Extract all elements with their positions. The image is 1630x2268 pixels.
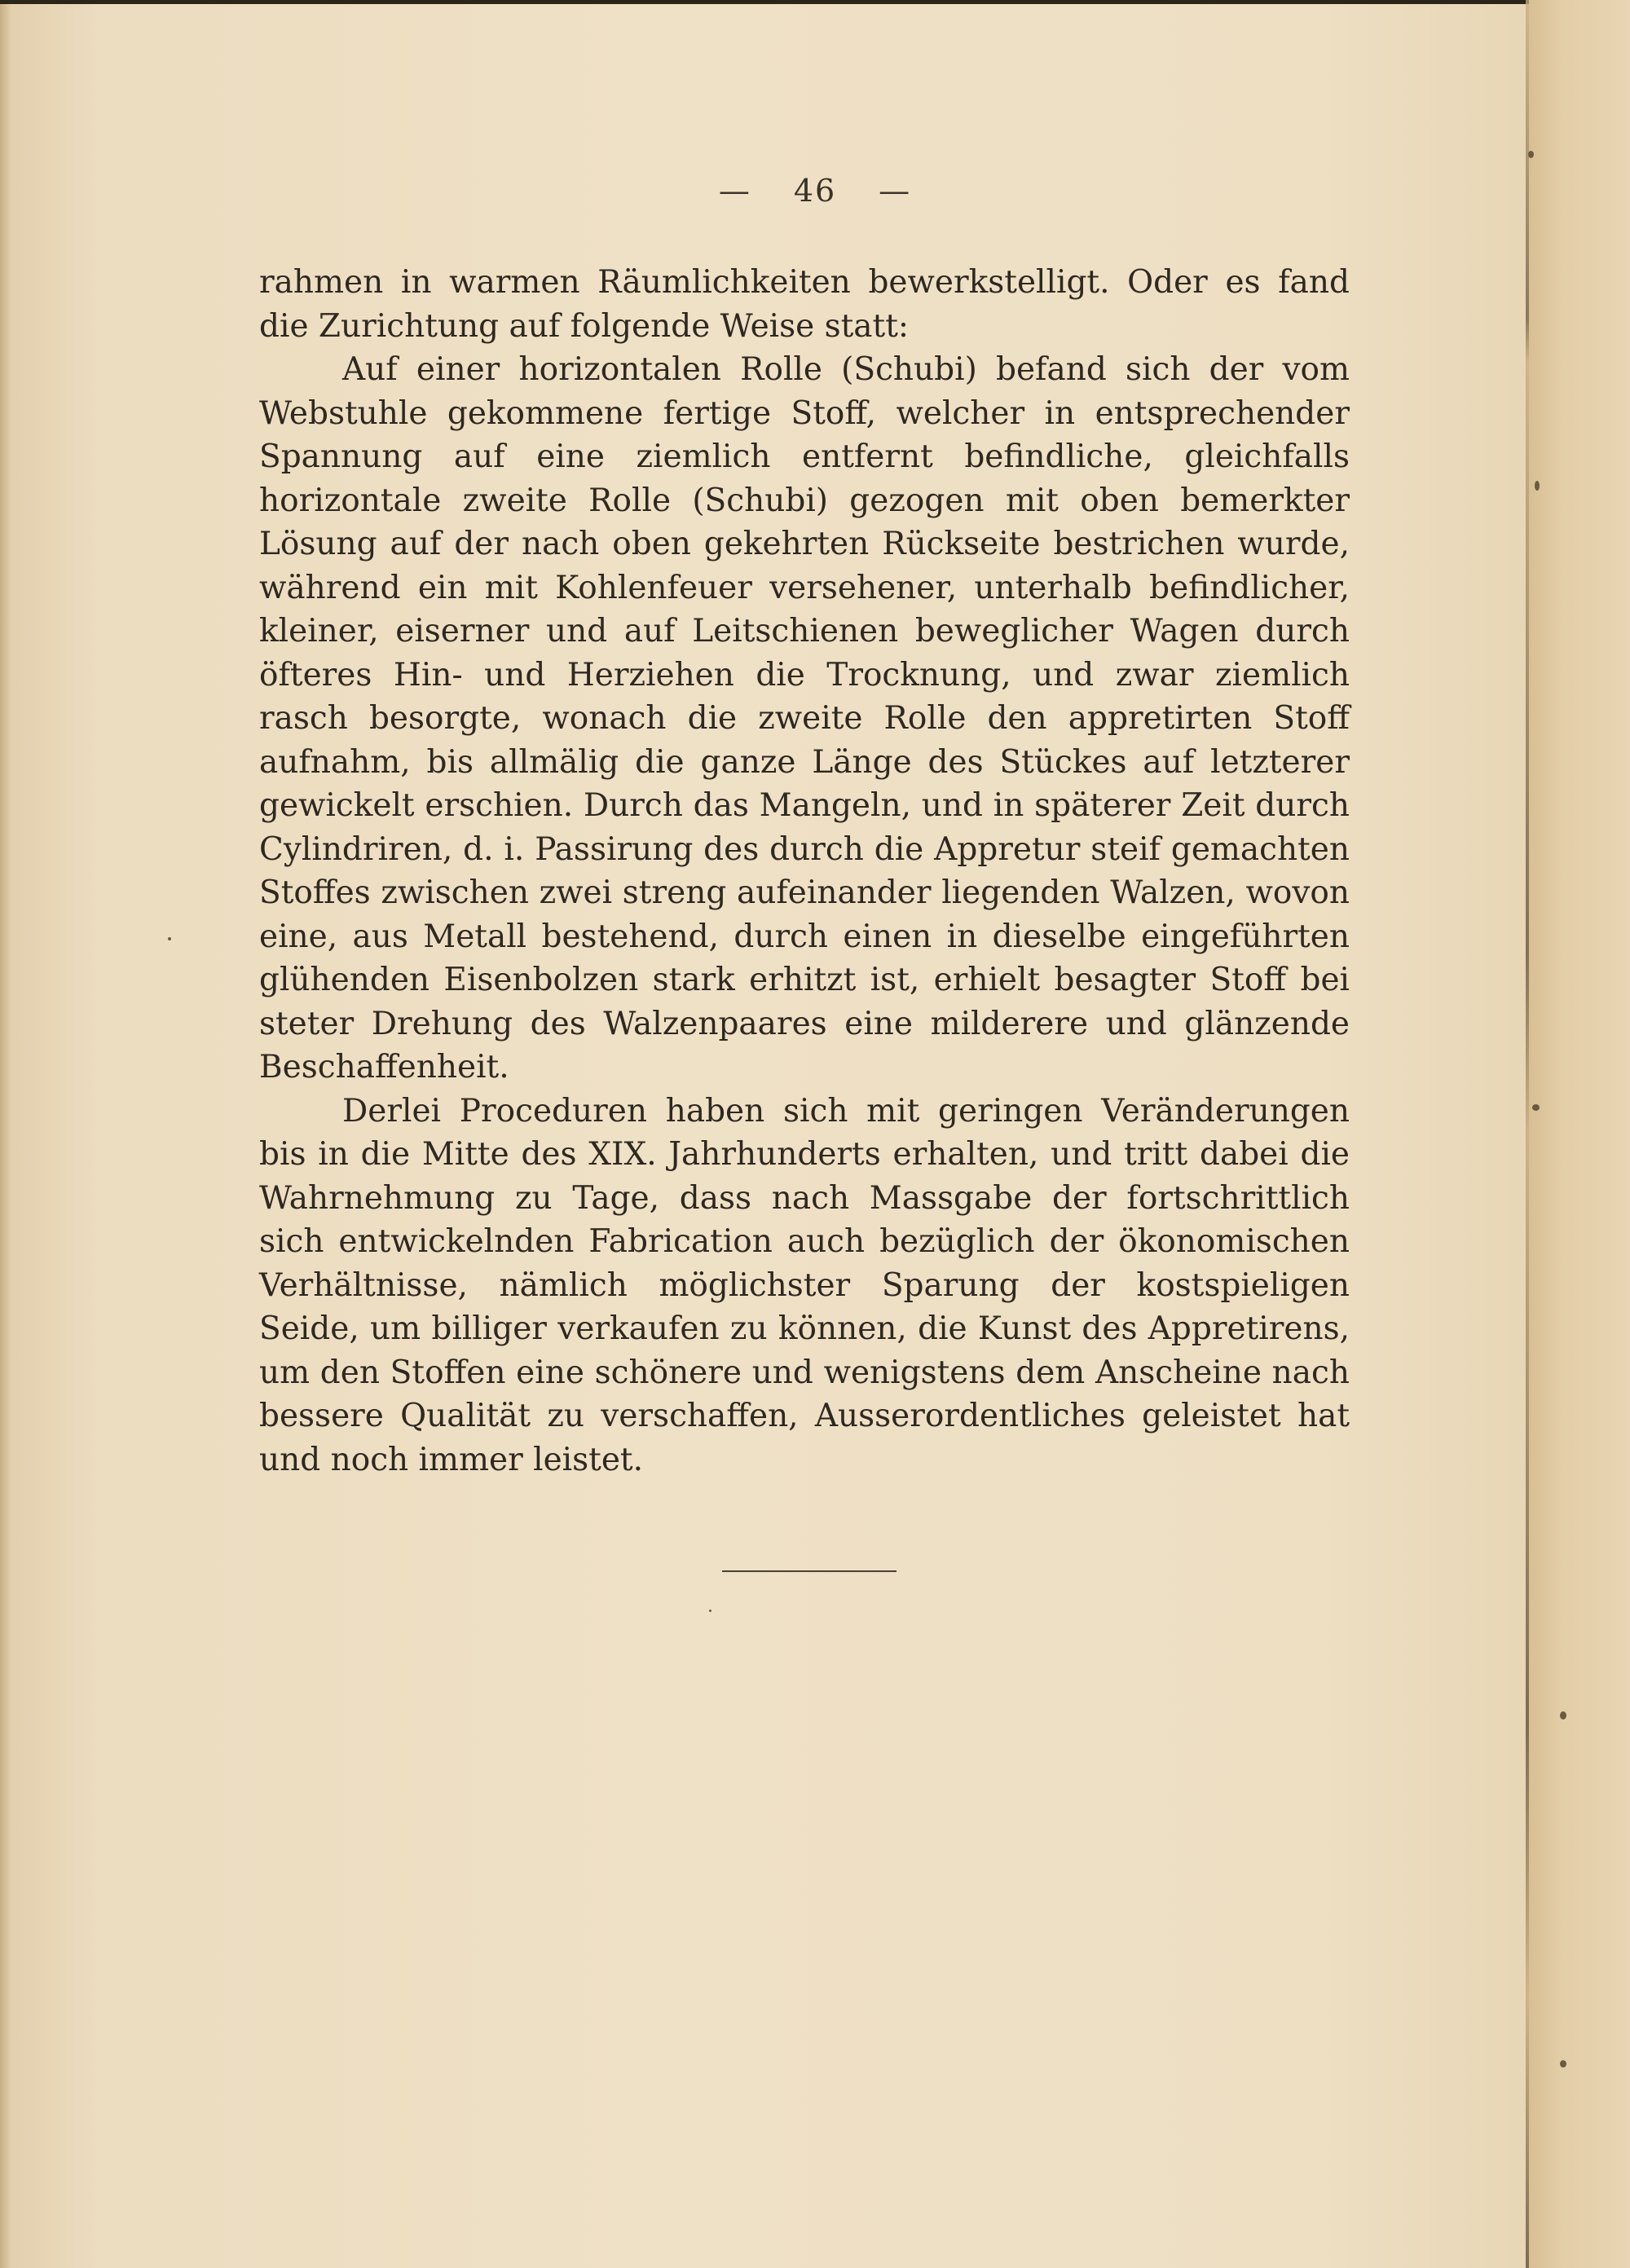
paper-speck bbox=[1535, 481, 1540, 491]
page-number: 46 bbox=[793, 173, 837, 209]
paper-speck bbox=[709, 1610, 711, 1612]
body-text bbox=[259, 261, 1350, 1482]
page-left-edge bbox=[0, 0, 11, 2268]
page-number-dash-right: — bbox=[879, 173, 912, 209]
end-rule bbox=[722, 1570, 896, 1572]
paragraph-2: Auf einer horizontalen Rolle (Schubi) befand sich der vom Webstuhle gekommene fertige Stoff, welcher in entsprechender Spannung auf eine ziemlich entfernt befindliche, gleichfalls horizontale zweite Rolle (Schubi) gezogen mit oben bemerkter Lösung auf der nach oben gekehrten Rückseite bestrichen wurde, während ein mit Kohlenfeuer versehener, unterhalb befindlicher, kleiner, eiserner und auf Leitschienen beweglicher Wagen durch öfteres Hin- und Herziehen die Trocknung, und zwar ziemlich rasch besorgte, wonach die zweite Rolle den appretirten Stoff aufnahm, bis allmälig die ganze Länge des Stückes auf letzterer gewickelt erschien. Durch das Mangeln, und in späterer Zeit durch Cylindriren, d. i. Passirung des durch die Appretur steif gemachten Stoffes zwischen zwei streng aufeinander liegenden Walzen, wovon eine, aus Metall bestehend, durch einen in dieselbe eingeführten glühenden Eisenbolzen stark erhitzt ist, erhielt besagter Stoff bei steter Drehung des Walzenpaares eine milderere und glänzende Beschaffenheit. bbox=[259, 351, 1350, 1086]
paper-speck bbox=[1560, 1711, 1566, 1720]
paper-speck bbox=[1528, 151, 1534, 158]
paper-speck bbox=[1532, 1104, 1540, 1111]
page-top-edge bbox=[0, 0, 1532, 4]
paper-speck bbox=[1560, 2060, 1566, 2068]
page-fold-shade bbox=[1529, 0, 1630, 2268]
page-number-dash-left: — bbox=[718, 173, 751, 209]
paragraph-3: Derlei Proceduren haben sich mit geringen Veränderungen bis in die Mitte des XIX. Jahrhunderts erhalten, und tritt dabei die Wahrnehmung zu Tage, dass nach Massgabe der fortschrittlich sich entwickelnden Fabrication auch bezüglich der ökonomischen Verhältnisse, nämlich möglichster Sparung der kostspieligen Seide, um billiger verkaufen zu können, die Kunst des Appretirens, um den Stoffen eine schönere und wenigstens dem Anscheine nach bessere Qualität zu verschaffen, Ausserordentliches geleistet hat und noch immer leistet. bbox=[259, 1092, 1350, 1478]
page-fold-line bbox=[1526, 0, 1529, 2268]
paper-speck bbox=[168, 937, 171, 940]
paragraph-1: rahmen in warmen Räumlichkeiten bewerkstelligt. Oder es fand die Zurichtung auf folgende Weise statt: bbox=[259, 264, 1350, 345]
page-number-header bbox=[0, 173, 1630, 209]
